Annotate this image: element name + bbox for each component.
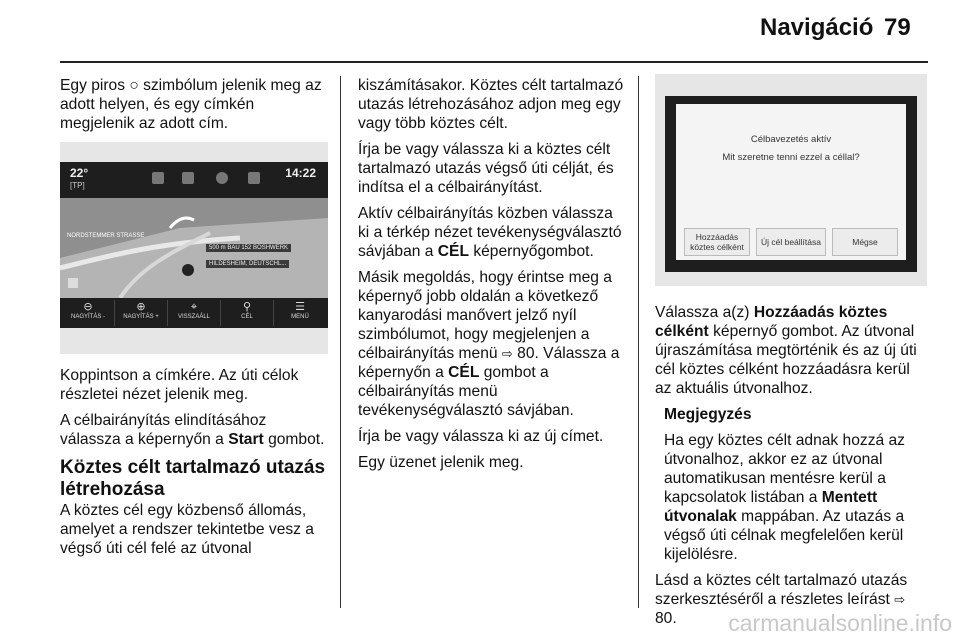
text: Válassza a(z) [655, 304, 750, 321]
button-label: CÉL [241, 314, 253, 320]
menu-button[interactable] [274, 300, 326, 326]
button-label: VISSZAÁLL [177, 314, 210, 320]
text: Lásd a köztes célt tartalmazó utazás szerkesztéséről a részletes leírást [655, 572, 908, 608]
traffic-program-indicator: [TP] [70, 181, 85, 190]
page-reference[interactable]: 80. [655, 610, 677, 627]
nav-screen [60, 162, 328, 328]
crosshair-icon: ⌖ [190, 301, 198, 313]
zoom-in-button[interactable] [115, 300, 168, 326]
action-bar [60, 298, 328, 328]
note-box [664, 405, 927, 564]
paragraph [358, 268, 626, 420]
text: Aktív célbairányítás közben válassza ki a térkép nézet tevékenységválasztó sávjában a [358, 205, 622, 260]
text: képernyő gombot. Az útvonal újraszámítása megtörténik és az új úti cél köztes célként hozzáadásra kerül az aktuális útvonalhoz. [655, 323, 917, 397]
bold-term: Mentett útvonalak [664, 489, 878, 525]
map-view [60, 198, 328, 298]
column-divider [340, 76, 341, 608]
section-heading: Köztes célt tartalmazó utazás létrehozása [60, 457, 326, 500]
paragraph: kiszámításakor. Köztes célt tartalmazó utazás létrehozásához adjon meg egy vagy több köztes célt. [358, 77, 624, 132]
nav-map-screenshot [60, 142, 328, 354]
text: mappában. Az utazás a végső úti célnak megfelelően kerül kijelölésre. [664, 508, 905, 563]
bold-term: CÉL [448, 364, 480, 381]
new-destination-button[interactable]: Új cél beállítása [756, 228, 826, 256]
button-label: NAGYÍTÁS - [70, 314, 105, 320]
nav-icon [216, 172, 228, 184]
bold-term: Hozzáadás köztes célként [655, 304, 888, 340]
minus-icon: ⊖ [83, 301, 93, 313]
clock: 14:22 [285, 166, 316, 180]
paragraph [60, 411, 328, 449]
zoom-out-button[interactable] [62, 300, 115, 326]
status-bar [60, 162, 328, 198]
search-icon: ⚲ [242, 301, 252, 313]
paragraph: Koppintson a címkére. Az úti célok részletei nézet jelenik meg. [60, 367, 299, 403]
watermark: carmanualsonline.info [728, 610, 952, 636]
destination-label[interactable]: HILDESHEIM, DEUTSCHL... [206, 260, 289, 268]
dialog-screen [665, 96, 917, 272]
dialog-screenshot [655, 74, 927, 286]
menu-icon: ☰ [295, 301, 305, 313]
home-icon [248, 172, 260, 184]
paragraph: A köztes cél egy közbenső állomás, amelyet a rendszer tekintetbe vesz a végső úti cél felé az útvonal [60, 502, 314, 557]
header-rule [60, 61, 928, 63]
dialog-title: Célbavezetés aktív [750, 134, 832, 145]
button-label: MENÜ [291, 314, 309, 320]
temperature: 22° [70, 166, 89, 180]
paragraph: Egy piros ○ szimbólum jelenik meg az adott helyen, és egy címkén megjelenik az adott cím. [60, 77, 322, 132]
phone-icon [182, 172, 194, 184]
plus-icon: ⊕ [136, 301, 146, 313]
page-reference[interactable]: 80 [517, 345, 535, 362]
column-divider [638, 76, 639, 608]
street-label: NORDSTEMMER STRASSE [67, 233, 145, 239]
note-text [664, 431, 927, 564]
paragraph: Írja be vagy válassza ki az új címet. [358, 428, 604, 445]
text: A célbairányítás elindításához válassza a képernyőn a [60, 412, 267, 448]
page-ref-arrow-icon: ⇨ [894, 592, 906, 607]
note-heading: Megjegyzés [664, 406, 752, 423]
text: Ha egy köztes célt adnak hozzá az útvonalhoz, akkor ez az útvonal automatikusan mentésre kerül a kapcsolatok listában a [664, 432, 905, 506]
column-left [60, 76, 328, 140]
text: . Válassza a képernyőn a [358, 345, 620, 381]
paragraph: Egy üzenet jelenik meg. [358, 454, 524, 471]
page-ref-arrow-icon: ⇨ [501, 346, 513, 361]
maneuver-label[interactable]: 500 m BAU 152 BOSHWERK [206, 244, 291, 252]
dialog-question: Mit szeretne tenni ezzel a céllal? [722, 152, 860, 163]
dialog-box [676, 104, 906, 260]
destination-button[interactable] [221, 300, 274, 326]
paragraph [358, 204, 626, 261]
text: gombot. [268, 431, 325, 448]
button-label: NAGYÍTÁS + [123, 314, 159, 320]
text: képernyőgombot. [473, 243, 594, 260]
cancel-button[interactable]: Mégse [832, 228, 898, 256]
column-right [655, 303, 927, 635]
add-waypoint-button[interactable]: Hozzáadás köztes célként [684, 228, 750, 256]
reset-button[interactable] [168, 300, 221, 326]
music-icon [152, 172, 164, 184]
paragraph: Írja be vagy válassza ki a köztes célt tartalmazó utazás végső úti célját, és indítsa el a célbairányítást. [358, 141, 614, 196]
bold-term: CÉL [437, 243, 469, 260]
paragraph [655, 303, 927, 398]
text: gombot a célbairányítás menü tevékenységválasztó sávjában. [358, 364, 574, 419]
column-left-lower [60, 366, 328, 565]
page-number: 79 [884, 14, 911, 41]
page-header-title: Navigáció [760, 14, 874, 41]
text: Másik megoldás, hogy érintse meg a képernyő jobb oldalán a következő kanyarodási manővert jelző nyíl szimbólumot, hogy megjelenjen a célbairányítás menü [358, 269, 612, 362]
bold-term: Start [228, 431, 264, 448]
column-middle [358, 76, 626, 479]
